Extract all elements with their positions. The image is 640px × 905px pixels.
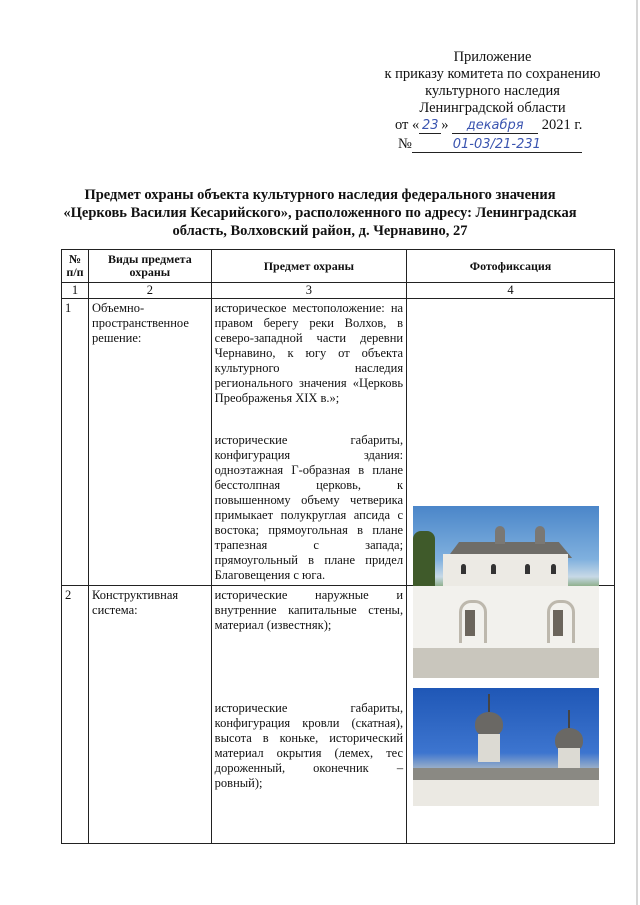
- subject-item: исторические габариты, конфигурация здания: одноэтажная Г-образная в плане бесстолпная церковь, к повышенному объему четверика примыкает полукруглая апсида с востока; прямоугольная в плане трапезная с запада; прямоугольный в плане придел Благовещения с юга.: [214, 433, 404, 582]
- header-number: № п/п: [62, 250, 89, 283]
- protection-table: [61, 249, 615, 844]
- date-year: 2021 г.: [541, 117, 583, 133]
- subject-item: историческое местоположение: на правом берегу реки Волхов, в северо-западной части деревни Чернавино, к югу от объекта культурного наследия регионального значения «Церковь Преображенья XIX в.»;: [214, 301, 404, 405]
- date-month-handwritten: декабря: [452, 118, 538, 134]
- table-row: [62, 299, 615, 586]
- order-date: от « 23 » декабря 2021 г.: [395, 117, 583, 133]
- table-header-row: [62, 250, 615, 283]
- scan-edge: [636, 0, 638, 905]
- order-number-handwritten: 01-03/21-231: [412, 137, 582, 153]
- row-number: 1: [62, 299, 89, 586]
- order-number: № 01-03/21-231: [398, 136, 582, 153]
- appendix-line: к приказу комитета по сохранению: [384, 66, 601, 82]
- photo-cell: [407, 586, 615, 844]
- header-type: Виды предмета охраны: [89, 250, 212, 283]
- document-title: Предмет охраны объекта культурного наследия федерального значения «Церковь Василия Кесарийского», расположенного по адресу: Ленинградская область, Волховский район, д. Чернавино, 27: [63, 187, 577, 239]
- row-subject: [211, 299, 406, 586]
- appendix-line: Ленинградской области: [419, 100, 566, 116]
- subject-item: исторические наружные и внутренние капитальные стены, материал (известняк);: [214, 588, 404, 632]
- subject-item: исторические габариты, конфигурация кровли (скатная), высота в коньке, исторический материал окрытия (лемех, тес дороженный, оконечник – ровный);: [214, 701, 404, 790]
- photo-cell: [407, 299, 615, 586]
- header-subject: Предмет охраны: [211, 250, 406, 283]
- table-row: [62, 586, 615, 844]
- row-subject: [211, 586, 406, 844]
- row-type: Объемно-пространственное решение:: [89, 299, 212, 586]
- column-number-row: 1 2 3 4: [62, 283, 615, 299]
- row-type: Конструктивная система:: [89, 586, 212, 844]
- row-number: 2: [62, 586, 89, 844]
- appendix-line: культурного наследия: [425, 83, 560, 99]
- appendix-line: Приложение: [453, 49, 532, 65]
- window-detail-photo: [413, 586, 599, 678]
- appendix-block: [370, 49, 615, 117]
- domes-photo: [413, 688, 599, 806]
- date-day-handwritten: 23: [419, 118, 441, 134]
- header-photo: Фотофиксация: [407, 250, 615, 283]
